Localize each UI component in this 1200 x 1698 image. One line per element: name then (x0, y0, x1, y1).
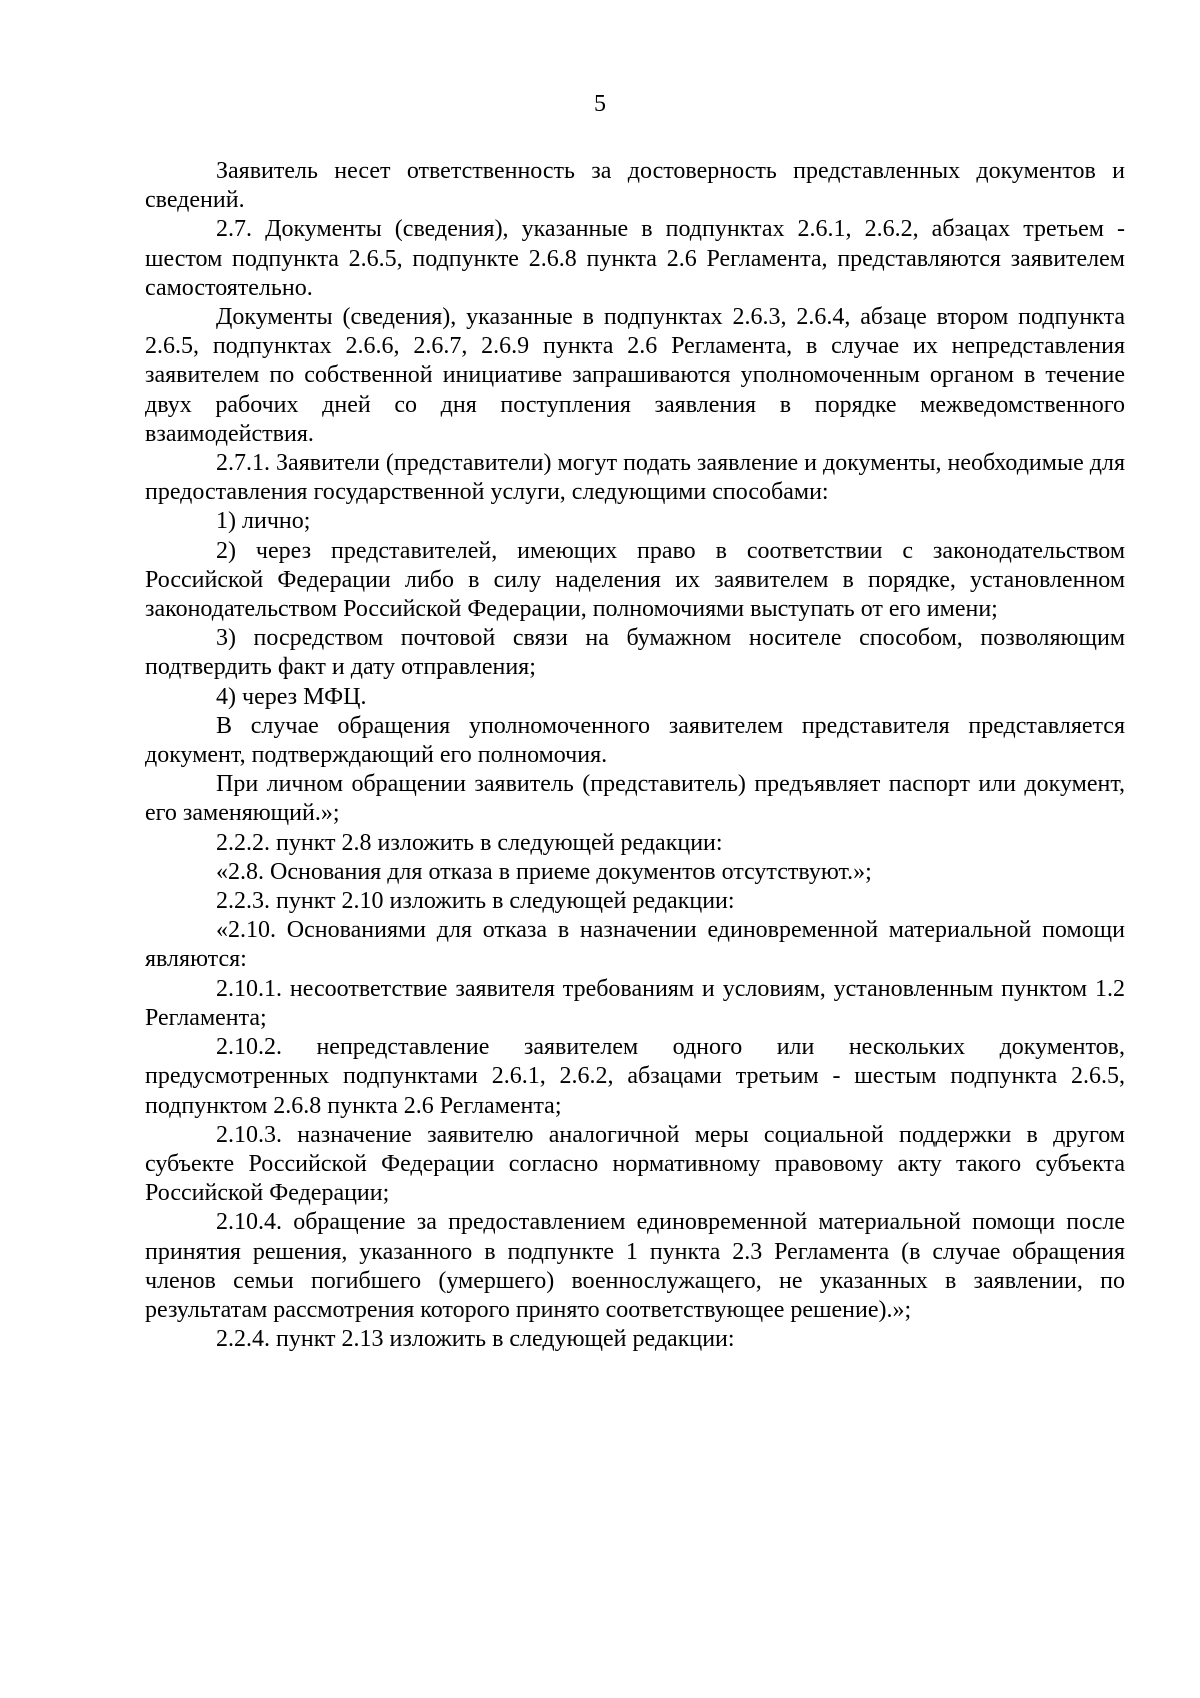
paragraph-2-7-1: 2.7.1. Заявители (представители) могут подать заявление и документы, необходимые для предоставления государственной услуги, следующими способами: (145, 450, 1125, 506)
paragraph-personal-appeal: При личном обращении заявитель (представитель) предъявляет паспорт или документ, его заменяющий.»; (145, 771, 1125, 827)
paragraph-2-10-2: 2.10.2. непредставление заявителем одного или нескольких документов, предусмотренных подпунктами 2.6.1, 2.6.2, абзацами третьим - шестым подпункта 2.6.5, подпунктом 2.6.8 пункта 2.6 Регламента; (145, 1034, 1125, 1119)
paragraph-applicant-responsibility: Заявитель несет ответственность за достоверность представленных документов и сведений. (145, 158, 1125, 214)
paragraph-representative-authority: В случае обращения уполномоченного заявителем представителя представляется документ, подтверждающий его полномочия. (145, 712, 1125, 769)
list-item-4: 4) через МФЦ. (216, 683, 367, 710)
paragraph-2-10-4: 2.10.4. обращение за предоставлением единовременной материальной помощи после принятия решения, указанного в подпункте 1 пункта 2.3 Регламента (в случае обращения членов семьи погибшего (умершего) военнослужащего, не указанных в заявлении, по результатам рассмотрения которого принято соответствующее решение).»; (145, 1209, 1125, 1323)
paragraph-2-10-3: 2.10.3. назначение заявителю аналогичной меры социальной поддержки в другом субъекте Российской Федерации согласно нормативному правовому акту такого субъекта Российской Федерации; (145, 1121, 1125, 1207)
paragraph-2-8: «2.8. Основания для отказа в приеме документов отсутствуют.»; (216, 858, 872, 885)
paragraph-2-2-2: 2.2.2. пункт 2.8 изложить в следующей редакции: (216, 829, 723, 856)
paragraph-2-2-4: 2.2.4. пункт 2.13 изложить в следующей редакции: (216, 1326, 735, 1353)
list-item-1: 1) лично; (216, 508, 311, 535)
document-body (145, 157, 1125, 1354)
paragraph-2-10: «2.10. Основаниями для отказа в назначении единовременной материальной помощи являются: (145, 917, 1125, 973)
paragraph-interagency-documents: Документы (сведения), указанные в подпунктах 2.6.3, 2.6.4, абзаце втором подпункта 2.6.5, подпунктах 2.6.6, 2.6.7, 2.6.9 пункта 2.6 Регламента, в случае их непредставления заявителем по собственной инициативе запрашиваются уполномоченным органом в течение двух рабочих дней со дня поступления заявления в порядке межведомственного взаимодействия. (145, 304, 1125, 447)
page-number: 5 (594, 91, 606, 117)
list-item-3: 3) посредством почтовой связи на бумажном носителе способом, позволяющим подтвердить факт и дату отправления; (145, 625, 1125, 681)
list-item-2: 2) через представителей, имеющих право в соответствии с законодательством Российской Федерации либо в силу наделения их заявителем в порядке, установленном законодательством Российской Федерации, полномочиями выступать от его имени; (145, 537, 1125, 623)
paragraph-2-7: 2.7. Документы (сведения), указанные в подпунктах 2.6.1, 2.6.2, абзацах третьем - шестом подпункта 2.6.5, подпункте 2.6.8 пункта 2.6 Регламента, представляются заявителем самостоятельно. (145, 216, 1125, 301)
paragraph-2-10-1: 2.10.1. несоответствие заявителя требованиям и условиям, установленным пунктом 1.2 Регламента; (145, 975, 1125, 1031)
paragraph-2-2-3: 2.2.3. пункт 2.10 изложить в следующей редакции: (216, 888, 735, 915)
